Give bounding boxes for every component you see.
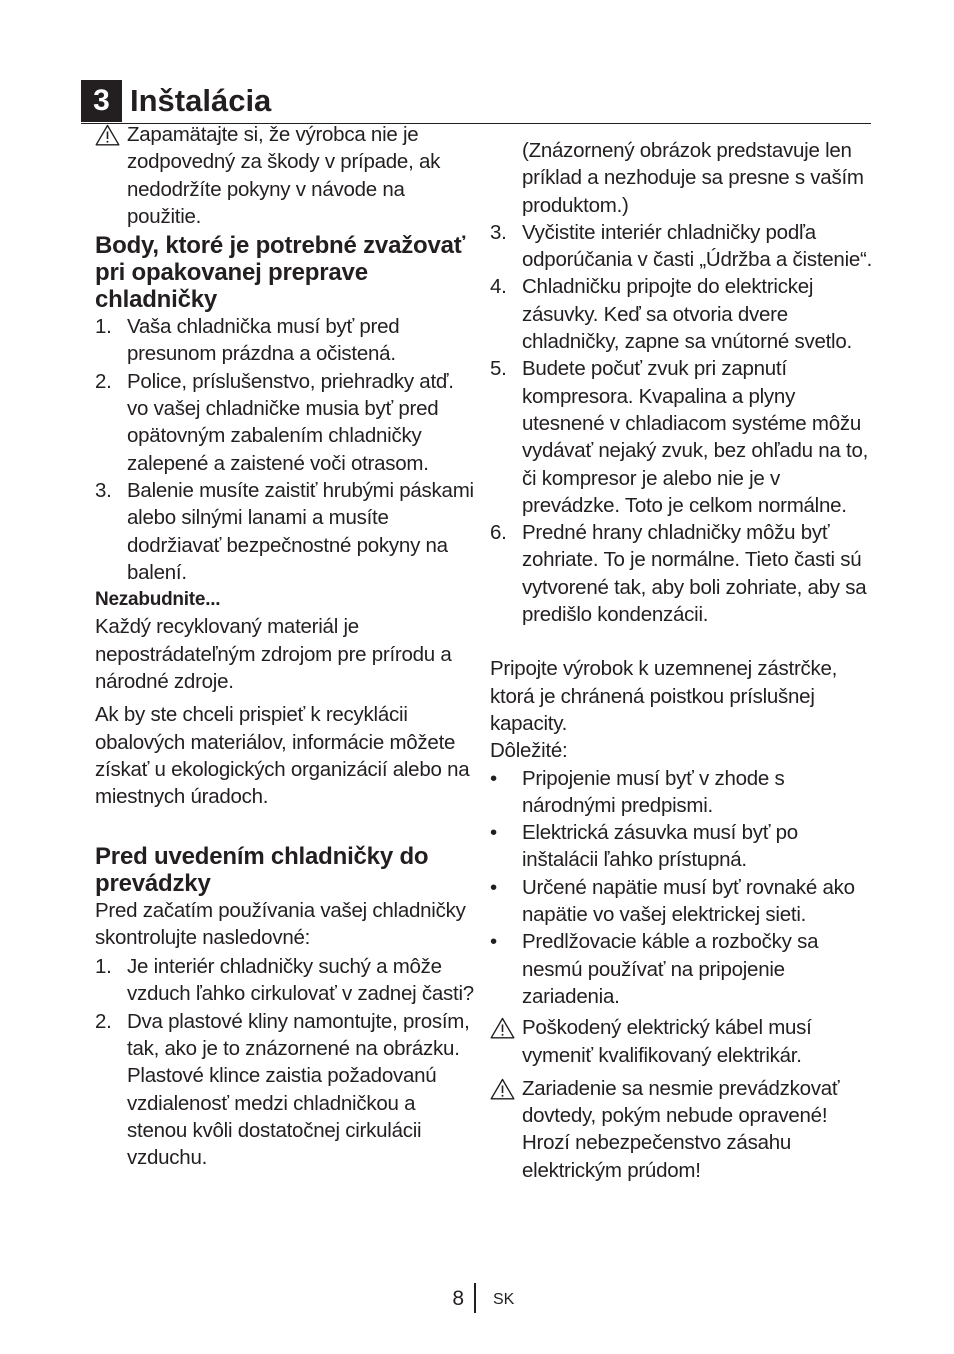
list-item-number: 2. (95, 1009, 112, 1033)
list-item (490, 519, 874, 628)
startup-section-title: Pred uvedením chladničky do prevádzky (95, 842, 429, 897)
list-item (95, 1008, 479, 1172)
left-column (95, 121, 479, 1172)
list-item-text: Je interiér chladničky suchý a môže vzduch ľahko cirkulovať v zadnej časti? (127, 955, 474, 1006)
chapter-header (81, 80, 871, 124)
page-number: 8 (452, 1287, 464, 1310)
list-item-text: Predlžovacie káble a rozbočky sa nesmú používať na pripojenie zariadenia. (522, 930, 819, 1008)
list-item-text: Určené napätie musí byť rovnaké ako napätie vo vašej elektrickej sieti. (522, 875, 855, 927)
liability-warning (95, 121, 479, 230)
transport-list (95, 313, 479, 586)
recycle-info-paragraph: Ak by ste chceli prispieť k recyklácii obalových materiálov, informácie môžete získať u ekologických organizácií alebo na miestnych úradoch. (95, 703, 470, 809)
cable-warning-text: Poškodený elektrický kábel musí vymeniť kvalifikovaný elektrikár. (522, 1016, 812, 1067)
shock-warning (490, 1075, 874, 1184)
bullet-icon: • (490, 766, 497, 790)
list-item-text: Vaša chladnička musí byť pred presunom prázdna a očistená. (127, 315, 400, 366)
important-label: Dôležité: (490, 739, 568, 763)
list-item (490, 874, 874, 929)
list-item (490, 765, 874, 820)
list-item (95, 313, 479, 368)
list-item (490, 273, 874, 355)
list-item-number: 1. (95, 315, 112, 339)
list-item-number: 3. (490, 220, 507, 244)
remember-label: Nezabudnite... (95, 589, 221, 611)
startup-intro: Pred začatím používania vašej chladničky skontrolujte nasledovné: (95, 898, 466, 949)
warning-triangle-icon (95, 124, 120, 146)
warning-triangle-icon (490, 1017, 515, 1039)
bullet-icon: • (490, 930, 497, 954)
grounding-paragraph: Pripojte výrobok k uzemnenej zástrčke, ktorá je chránená poistkou príslušnej kapacity. (490, 657, 838, 735)
list-item-number: 3. (95, 478, 112, 502)
list-item-text: Vyčistite interiér chladničky podľa odporúčania v časti „Údržba a čistenie“. (522, 220, 873, 272)
shock-warning-text: Zariadenie sa nesmie prevádzkovať dovtedy, pokým nebude opravené! Hrozí nebezpečenstvo zásahu elektrickým prúdom! (522, 1076, 840, 1182)
right-column (490, 137, 874, 1184)
list-item (490, 819, 874, 874)
list-item-text: Police, príslušenstvo, priehradky atď. vo vašej chladničke musia byť pred opätovným zabalením chladničky zalepené a zaistené voči otrasom. (127, 369, 454, 475)
list-item (490, 219, 874, 274)
list-item-text: Pripojenie musí byť v zhode s národnými predpismi. (522, 766, 785, 817)
cable-warning (490, 1014, 874, 1069)
liability-warning-text: Zapamätajte si, že výrobca nie je zodpovedný za škody v prípade, ak nedodržíte pokyny v návode na použitie. (127, 123, 441, 228)
list-item-number: 5. (490, 357, 507, 381)
illustration-note: (Znázornený obrázok predstavuje len príklad a nezhoduje sa presne s vaším produktom.) (522, 139, 864, 217)
electrical-requirements-list (490, 765, 874, 1011)
list-item-number: 4. (490, 275, 507, 299)
list-item-number: 6. (490, 521, 507, 545)
transport-section-title: Body, ktoré je potrebné zvažovať pri opakovanej preprave chladničky (95, 232, 466, 314)
chapter-number: 3 (81, 80, 122, 122)
list-item-text: Balenie musíte zaistiť hrubými páskami alebo silnými lanami a musíte dodržiavať bezpečnostné pokyny na balení. (127, 478, 474, 584)
list-item-text: Elektrická zásuvka musí byť po inštalácii ľahko prístupná. (522, 821, 798, 872)
chapter-title: Inštalácia (130, 83, 272, 118)
footer-divider (474, 1283, 476, 1313)
startup-list (95, 953, 479, 1171)
language-code: SK (493, 1291, 515, 1308)
recycle-paragraph: Každý recyklovaný materiál je nepostrádateľným zdrojom pre prírodu a národné zdroje. (95, 615, 452, 694)
list-item-text: Chladničku pripojte do elektrickej zásuvky. Keď sa otvoria dvere chladničky, zapne sa vnútorné svetlo. (522, 275, 852, 354)
list-item (490, 355, 874, 519)
list-item (490, 928, 874, 1010)
list-item-text: Dva plastové kliny namontujte, prosím, tak, ako je to znázornené na obrázku. Plastové klince zaistia požadovanú vzdialenosť medzi chladničkou a stenou kvôli dostatočnej cirkulácii vzduchu. (127, 1009, 470, 1170)
list-item-number: 1. (95, 955, 112, 979)
bullet-icon: • (490, 875, 497, 899)
startup-list-continued (490, 219, 874, 628)
bullet-icon: • (490, 821, 497, 845)
list-item-text: Budete počuť zvuk pri zapnutí kompresora. Kvapalina a plyny utesnené v chladiacom systéme môžu vydávať nejaký zvuk, bez ohľadu na to, či kompresor je alebo nie je v prevádzke. Toto je celkom normálne. (522, 357, 869, 517)
list-item (95, 368, 479, 477)
list-item-number: 2. (95, 369, 112, 393)
list-item (95, 953, 479, 1008)
list-item-text: Predné hrany chladničky môžu byť zohriate. To je normálne. Tieto časti sú vytvorené tak, aby boli zohriate, aby sa predišlo kondenzácii. (522, 521, 867, 627)
list-item (95, 477, 479, 586)
warning-triangle-icon (490, 1078, 515, 1100)
